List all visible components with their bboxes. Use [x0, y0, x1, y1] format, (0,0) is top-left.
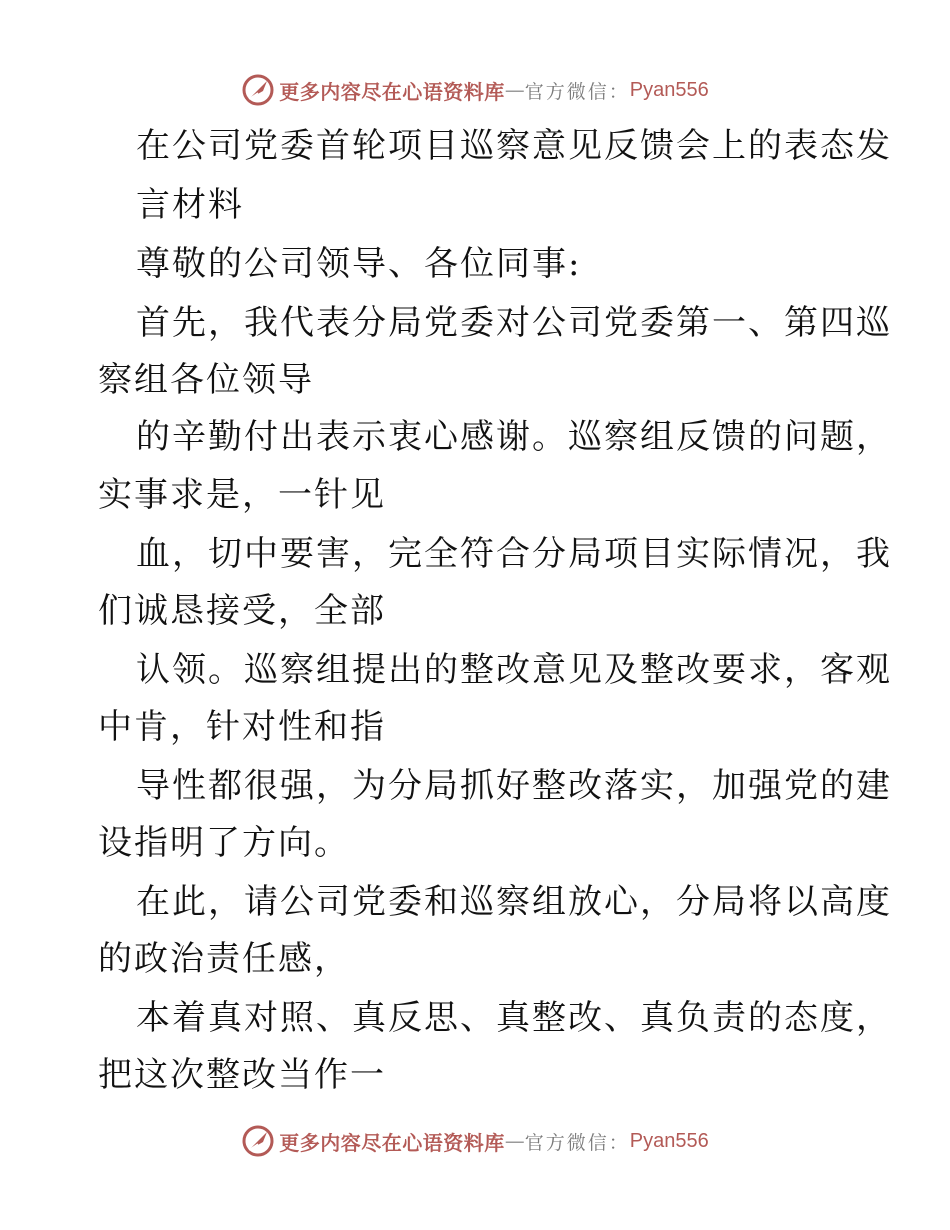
- banner-separator: —: [504, 1129, 525, 1153]
- paragraph-line: 首先，我代表分局党委对公司党委第一、第四巡: [136, 303, 892, 343]
- wechat-label: 官方微信：: [524, 1131, 630, 1154]
- paragraph-line: 在此，请公司党委和巡察组放心，分局将以高度: [136, 882, 892, 922]
- paragraph-line: 们诚恳接受，全部: [98, 591, 386, 631]
- quill-logo-icon: [241, 1124, 275, 1158]
- salutation: 尊敬的公司领导、各位同事:: [136, 244, 582, 284]
- paragraph-line: 中肯，针对性和指: [98, 707, 386, 747]
- document-title-line-1: 在公司党委首轮项目巡察意见反馈会上的表态发: [136, 126, 892, 166]
- paragraph-line: 的辛勤付出表示衷心感谢。巡察组反馈的问题，: [136, 417, 892, 457]
- paragraph-line: 认领。巡察组提出的整改意见及整改要求，客观: [136, 650, 892, 690]
- paragraph-line: 血，切中要害，完全符合分局项目实际情况，我: [136, 534, 892, 574]
- paragraph-line: 的政治责任感，: [98, 939, 350, 979]
- paragraph-line: 本着真对照、真反思、真整改、真负责的态度，: [136, 998, 892, 1038]
- quill-logo-icon: [241, 73, 275, 107]
- header-banner: [0, 70, 950, 110]
- banner-separator: —: [504, 78, 525, 102]
- paragraph-line: 实事求是，一针见: [98, 475, 386, 515]
- wechat-id: Pyan556: [629, 1129, 709, 1152]
- paragraph-line: 把这次整改当作一: [98, 1055, 386, 1095]
- paragraph-line: 设指明了方向。: [98, 823, 350, 863]
- site-name: 更多内容尽在心语资料库: [279, 1130, 505, 1155]
- wechat-id: Pyan556: [629, 78, 709, 101]
- site-name: 更多内容尽在心语资料库: [279, 79, 505, 104]
- footer-banner: [0, 1121, 950, 1161]
- paragraph-line: 导性都很强，为分局抓好整改落实，加强党的建: [136, 766, 892, 806]
- paragraph-line: 察组各位领导: [98, 360, 314, 400]
- document-title-line-2: 言材料: [136, 185, 244, 225]
- wechat-label: 官方微信：: [524, 80, 630, 103]
